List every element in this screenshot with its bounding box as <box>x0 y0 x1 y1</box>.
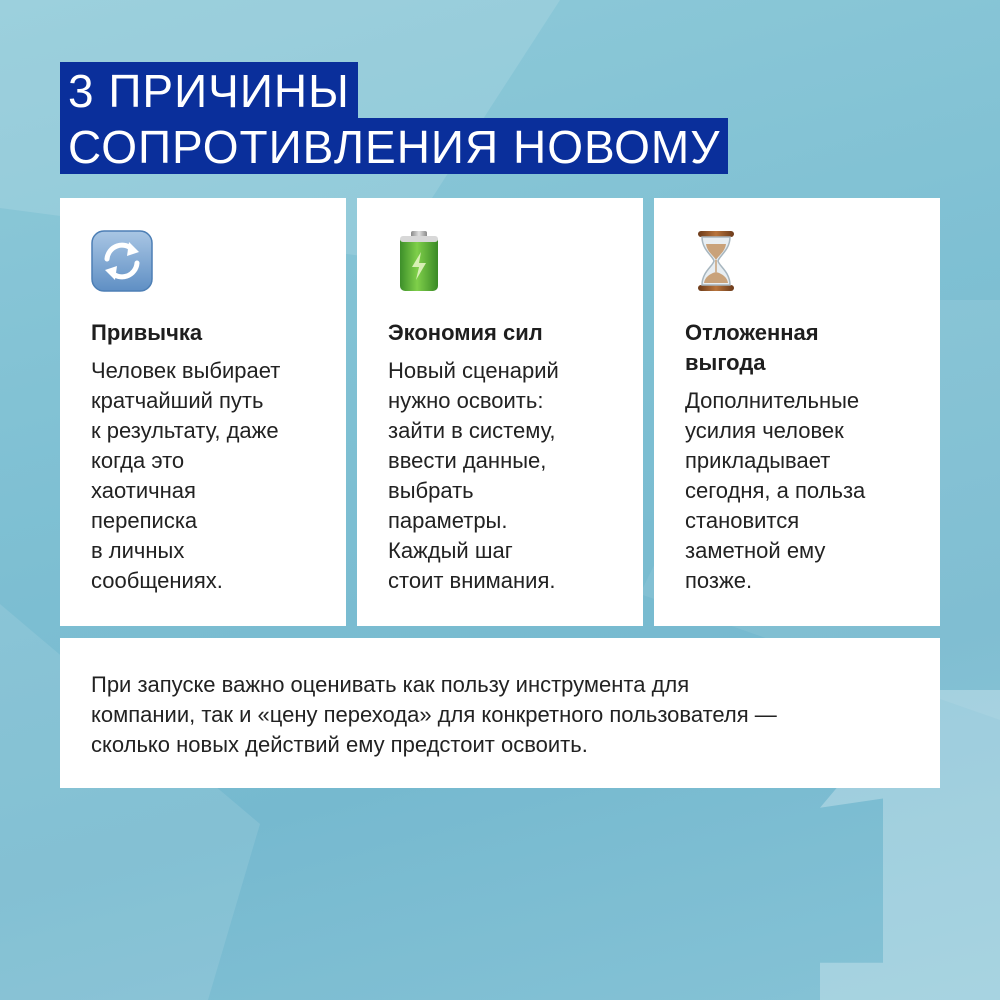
reason-card-energy-saving <box>357 198 643 626</box>
card-title: Экономия сил <box>388 320 543 345</box>
title-line-2: СОПРОТИВЛЕНИЯ НОВОМУ <box>60 118 728 174</box>
summary-text: При запуске важно оценивать как пользу инструмента для компании, так и «цену перехода» для конкретного пользователя — сколько новых действий ему предстоит освоить. <box>91 672 777 757</box>
card-text: Человек выбирает кратчайший путь к результату, даже когда это хаотичная переписка в личных сообщениях. <box>91 358 281 593</box>
repeat-arrows-icon <box>91 230 153 292</box>
card-title: Привычка <box>91 320 203 345</box>
card-text: Дополнительные усилия человек прикладывает сегодня, а польза становится заметной ему позже. <box>685 388 866 593</box>
title-line-1: 3 ПРИЧИНЫ <box>60 62 358 118</box>
reason-card-delayed-benefit <box>654 198 940 626</box>
battery-icon <box>388 230 450 292</box>
hourglass-icon <box>685 230 747 292</box>
reason-card-habit <box>60 198 346 626</box>
summary-note <box>60 638 940 788</box>
card-text: Новый сценарий нужно освоить: зайти в систему, ввести данные, выбрать параметры. Каждый шаг стоит внимания. <box>388 358 559 593</box>
card-title: Отложенная выгода <box>685 320 819 375</box>
page-title <box>60 62 728 174</box>
